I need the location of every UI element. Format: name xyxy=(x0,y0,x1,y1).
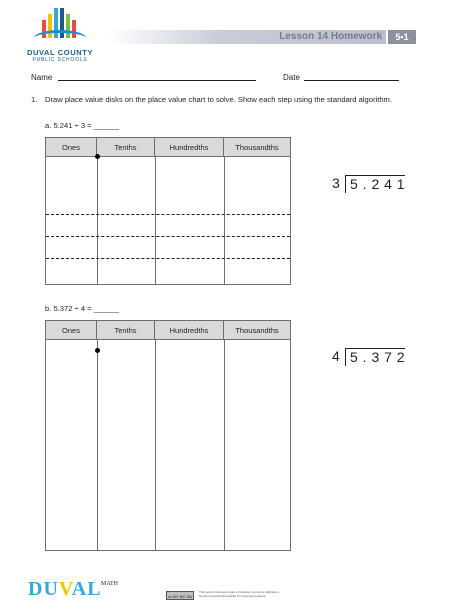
dashed-row-divider xyxy=(46,214,290,215)
chart-body[interactable] xyxy=(46,157,290,284)
license-text: This work is licensed under a Creative Commons Attribution-NonCommercial-ShareAlike 3.0 Unported License. xyxy=(199,590,280,598)
logo-subname: PUBLIC SCHOOLS xyxy=(32,57,88,63)
column-header-hundredths: Hundredths xyxy=(155,321,224,339)
part-b-label: b. 5.372 ÷ 4 = ______ xyxy=(45,304,120,313)
dashed-row-divider xyxy=(46,258,290,259)
column-divider xyxy=(97,340,98,550)
footer-duval-logo xyxy=(28,578,102,601)
logo-letter: V xyxy=(58,578,72,600)
divisor: 3 xyxy=(332,175,340,191)
date-blank[interactable] xyxy=(304,73,399,81)
column-header-ones: Ones xyxy=(46,138,97,156)
logo-letter: L xyxy=(87,578,102,600)
instruction-text: Draw place value disks on the place value chart to solve. Show each step using the standard algorithm. xyxy=(45,95,392,104)
date-field[interactable] xyxy=(283,73,399,82)
decimal-point-dot xyxy=(95,154,100,159)
chart-body[interactable] xyxy=(46,340,290,550)
column-header-hundredths: Hundredths xyxy=(155,138,224,156)
divisor: 4 xyxy=(332,348,340,364)
problem-number: 1. xyxy=(31,95,38,104)
problem-instruction xyxy=(31,95,392,104)
column-divider xyxy=(97,157,98,284)
chart-header xyxy=(46,138,290,157)
column-header-thousandths: Thousandths xyxy=(235,326,279,335)
column-header-thousandths: Thousandths xyxy=(235,143,279,152)
dashed-row-divider xyxy=(46,236,290,237)
column-divider xyxy=(155,157,156,284)
creative-commons-icon[interactable]: cc BY NC SA xyxy=(166,591,194,600)
dividend: 5 . 2 4 1 xyxy=(345,175,405,193)
column-header-ones: Ones xyxy=(46,321,97,339)
logo-letter: U xyxy=(43,578,59,600)
dividend: 5 . 3 7 2 xyxy=(345,348,405,366)
logo-letter: A xyxy=(71,578,88,600)
part-a-label: a. 5.241 ÷ 3 = ______ xyxy=(45,121,120,130)
column-header-tenths: Tenths xyxy=(97,138,155,156)
column-divider xyxy=(224,340,225,550)
grade-badge: 5•1 xyxy=(388,30,416,44)
place-value-chart-b[interactable] xyxy=(45,320,291,551)
column-divider xyxy=(224,157,225,284)
logo-arch-icon xyxy=(34,30,86,46)
column-divider xyxy=(155,340,156,550)
place-value-chart-a[interactable] xyxy=(45,137,291,285)
date-label: Date xyxy=(283,73,300,82)
footer-math-label: MATH xyxy=(101,581,119,587)
chart-header xyxy=(46,321,290,340)
name-label: Name xyxy=(31,73,53,82)
column-header-tenths: Tenths xyxy=(97,321,155,339)
duval-logo xyxy=(20,8,100,64)
name-field[interactable] xyxy=(31,73,256,82)
decimal-point-dot xyxy=(95,348,100,353)
lesson-title: Lesson 14 Homework xyxy=(279,31,382,42)
logo-name: DUVAL COUNTY xyxy=(26,48,94,57)
name-blank[interactable] xyxy=(58,73,256,81)
logo-letter: D xyxy=(28,578,44,600)
